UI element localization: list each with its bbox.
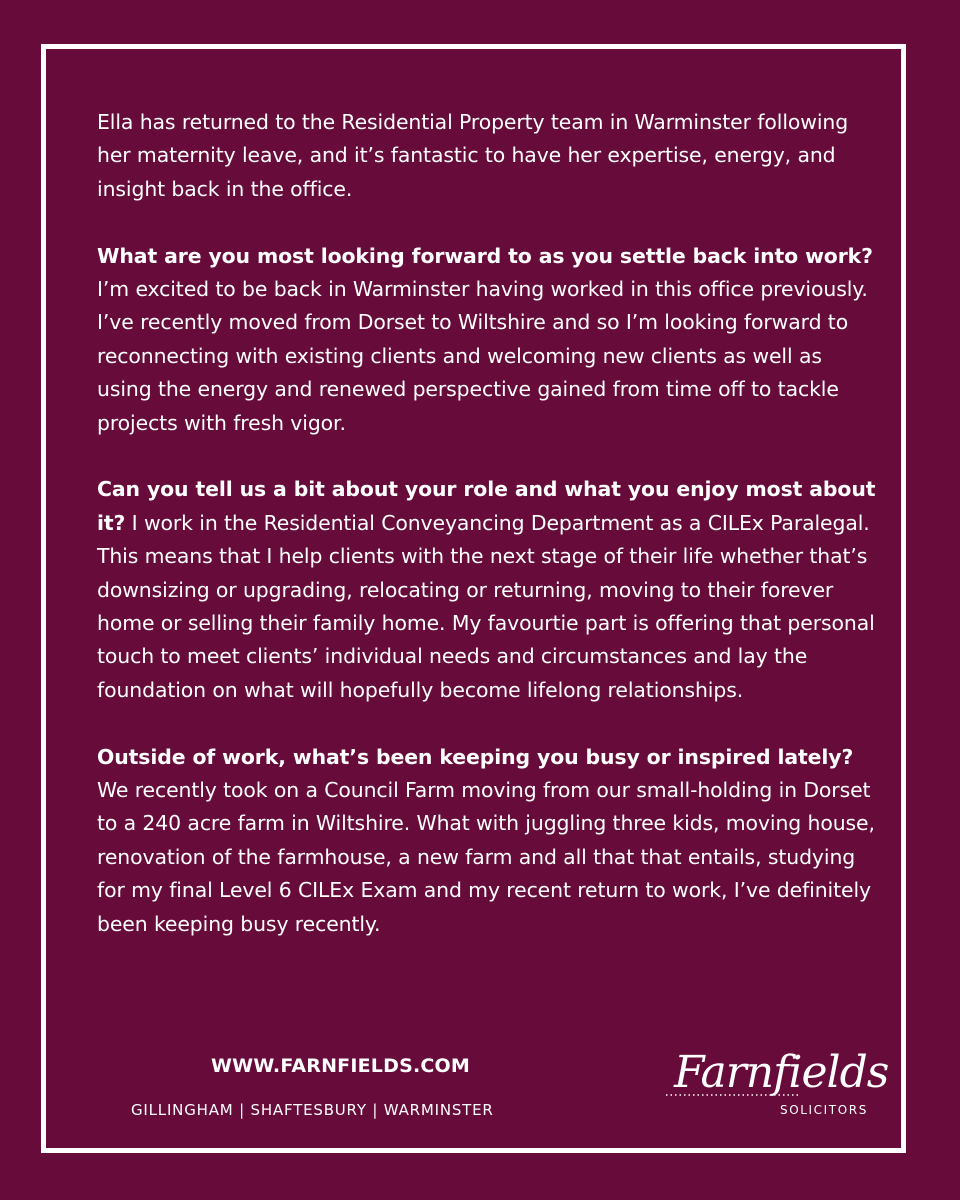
answer-1: I’m excited to be back in Warminster having worked in this office previously. I’ve recently moved from Dorset to Wiltshire and so I’m looking forward to reconnecting with existing clients and welcoming new clients as well as using the energy and renewed perspective gained from time off to tackle projects with fresh vigor. xyxy=(97,277,868,435)
intro-paragraph: Ella has returned to the Residential Property team in Warminster following her maternity leave, and it’s fantastic to have her expertise, energy, and insight back in the office. xyxy=(97,110,849,201)
logo-wordmark: Farnfields xyxy=(674,1047,889,1098)
answer-3: We recently took on a Council Farm moving from our small-holding in Dorset to a 240 acre farm in Wiltshire. What with juggling three kids, moving house, renovation of the farmhouse, a new farm and all that that entails, studying for my final Level 6 CILEx Exam and my recent return to work, I’ve definitely been keeping busy recently. xyxy=(97,778,875,936)
qa-paragraph-3 xyxy=(97,741,877,941)
qa-paragraph-1 xyxy=(97,240,877,440)
answer-2: I work in the Residential Conveyancing Department as a CILEx Paralegal. This means that I help clients with the next stage of their life whether that’s downsizing or upgrading, relocating or returning, moving to their forever home or selling their family home. My favourtie part is offering that personal touch to meet clients’ individual needs and circumstances and lay the foundation on what will hopefully become lifelong relationships. xyxy=(97,510,875,702)
farnfields-logo xyxy=(666,1045,889,1130)
office-locations: GILLINGHAM | SHAFTESBURY | WARMINSTER xyxy=(131,1101,494,1119)
logo-subtitle: SOLICITORS xyxy=(780,1103,868,1117)
question-3: Outside of work, what’s been keeping you busy or inspired lately? xyxy=(97,744,854,769)
website-url: WWW.FARNFIELDS.COM xyxy=(211,1055,470,1077)
logo-dotted-line xyxy=(666,1094,798,1096)
qa-paragraph-2 xyxy=(97,473,877,707)
article-body xyxy=(97,106,877,975)
question-2: Can you tell us a bit about your role and what you enjoy most about it? xyxy=(97,477,876,535)
question-1: What are you most looking forward to as you settle back into work? xyxy=(97,243,873,268)
